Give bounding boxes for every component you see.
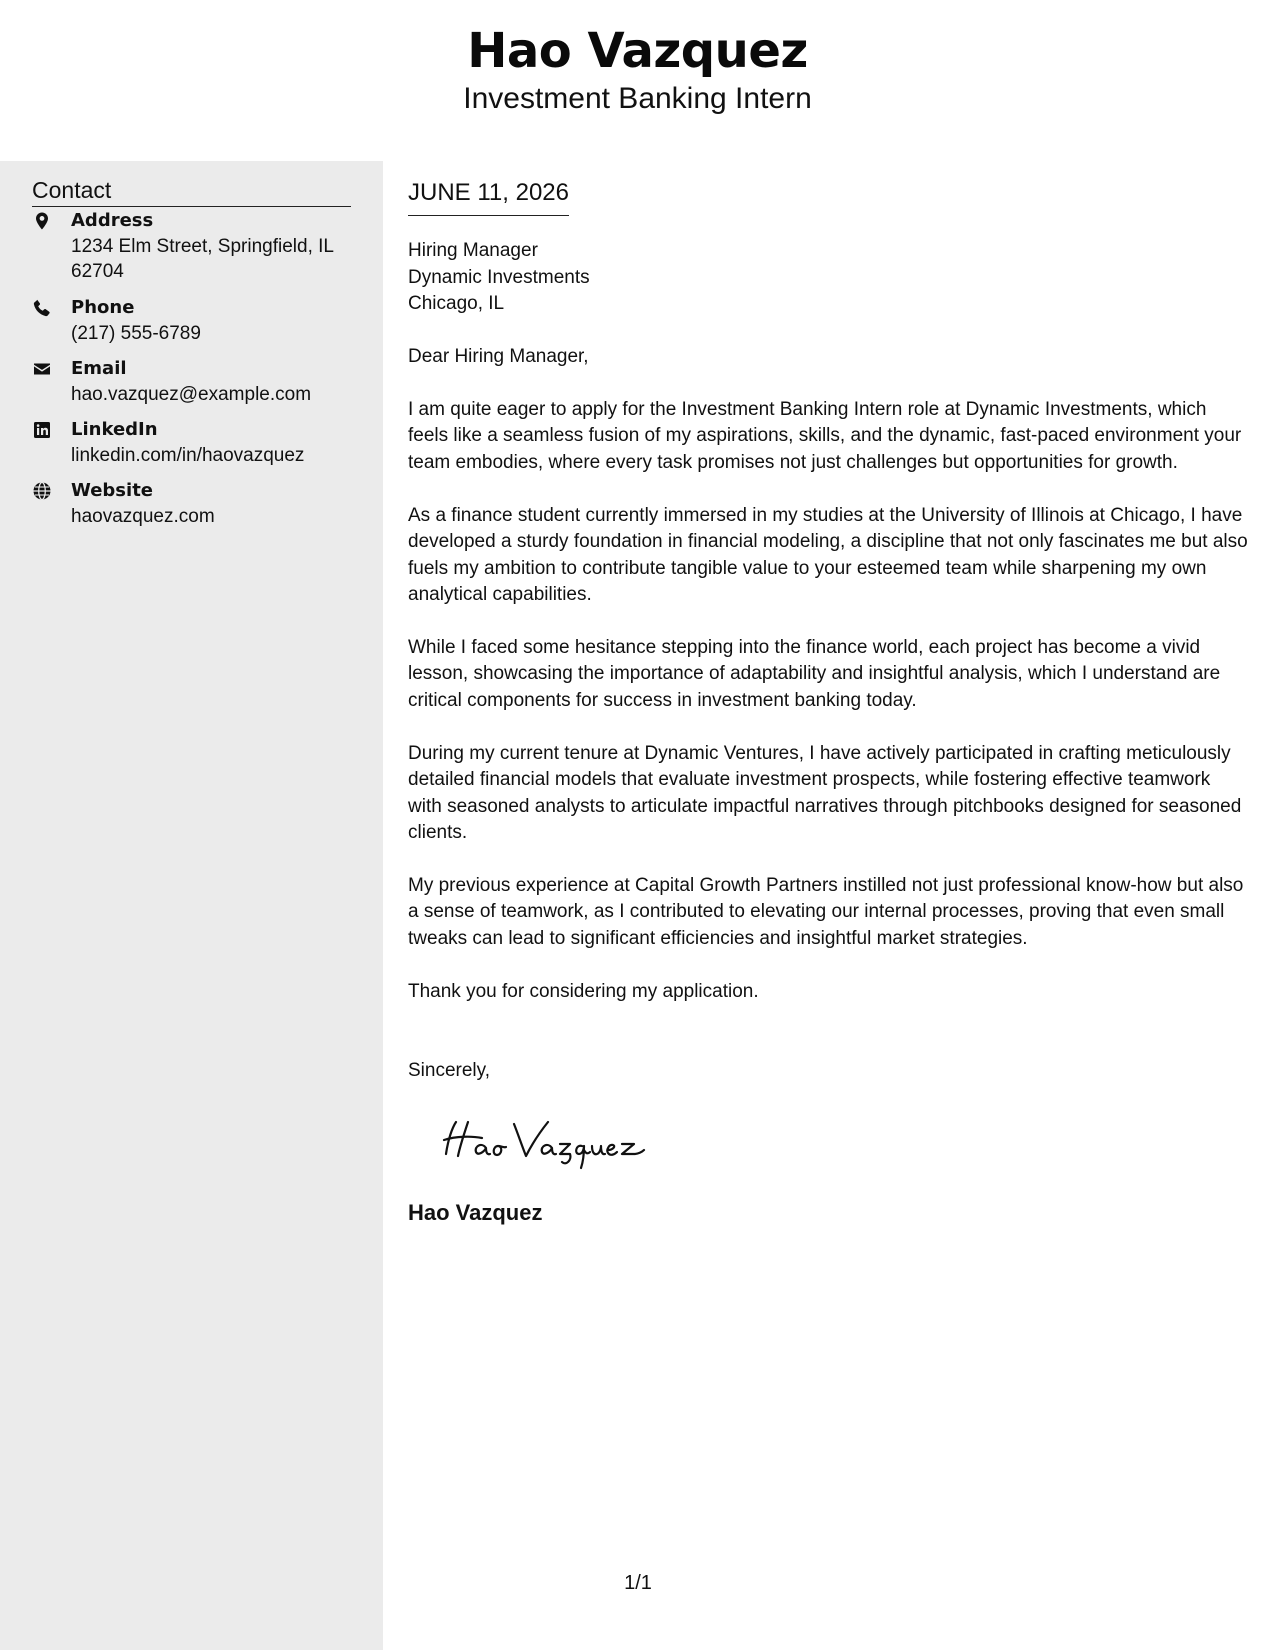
- sign-off: Sincerely,: [408, 1060, 491, 1081]
- letter-header: [0, 0, 1275, 161]
- phone-icon: [32, 298, 52, 318]
- address-value: 1234 Elm Street, Springfield, IL 62704: [71, 236, 334, 282]
- paragraph-3: While I faced some hesitance stepping into the finance world, each project has become a vivid lesson, showcasing the importance of adaptability and insightful analysis, which I understand are critical components for success in investment banking today.: [408, 637, 1221, 711]
- recipient-location: Chicago, IL: [408, 293, 505, 314]
- map-pin-icon: [32, 211, 52, 231]
- email-label: Email: [71, 358, 127, 379]
- contact-sidebar: [0, 161, 383, 1650]
- linkedin-icon: [32, 420, 52, 440]
- address-label: Address: [71, 210, 154, 231]
- phone-label: Phone: [71, 297, 135, 318]
- paragraph-5: My previous experience at Capital Growth Partners instilled not just professional know-how but also a sense of teamwork, as I contributed to elevating our internal processes, proving that even small tweaks can lead to significant efficiencies and insightful market strategies.: [408, 875, 1244, 949]
- linkedin-label: LinkedIn: [71, 419, 158, 440]
- applicant-name: Hao Vazquez: [467, 23, 808, 79]
- envelope-icon: [32, 359, 52, 379]
- linkedin-value: linkedin.com/in/haovazquez: [71, 445, 305, 466]
- recipient-company: Dynamic Investments: [408, 266, 590, 288]
- page-number: 1/1: [624, 1572, 652, 1594]
- recipient-block: [408, 238, 590, 318]
- paragraph-4: During my current tenure at Dynamic Ventures, I have actively participated in crafting meticulously detailed financial models that evaluate investment prospects, while fostering effective teamwork with seasoned analysts to articulate impactful narratives through pitchbooks designed for seasoned clients.: [408, 743, 1242, 843]
- salutation: Dear Hiring Manager,: [408, 346, 589, 367]
- closing-thanks: Thank you for considering my application.: [408, 981, 759, 1002]
- letter-date: JUNE 11, 2026: [408, 177, 569, 216]
- email-value: hao.vazquez@example.com: [71, 384, 312, 405]
- paragraph-1: I am quite eager to apply for the Investment Banking Intern role at Dynamic Investments, which feels like a seamless fusion of my aspirations, skills, and the dynamic, fast-paced environment your team embodies, where every task promises not just challenges but opportunities for growth.: [408, 399, 1242, 473]
- contact-heading: Contact: [32, 175, 351, 207]
- globe-icon: [32, 481, 52, 501]
- phone-value: (217) 555-6789: [71, 323, 201, 344]
- applicant-role: Investment Banking Intern: [463, 82, 812, 115]
- recipient-title: Hiring Manager: [408, 240, 538, 261]
- paragraph-2: As a finance student currently immersed in my studies at the University of Illinois at Chicago, I have developed a sturdy foundation in financial modeling, a discipline that not only fascinates me but also fuels my ambition to contribute tangible value to your esteemed team while sharpening my own analytical capabilities.: [408, 505, 1248, 605]
- website-value: haovazquez.com: [71, 506, 215, 527]
- handwritten-signature: [438, 1110, 678, 1170]
- website-label: Website: [71, 480, 154, 501]
- signer-name: Hao Vazquez: [408, 1200, 543, 1225]
